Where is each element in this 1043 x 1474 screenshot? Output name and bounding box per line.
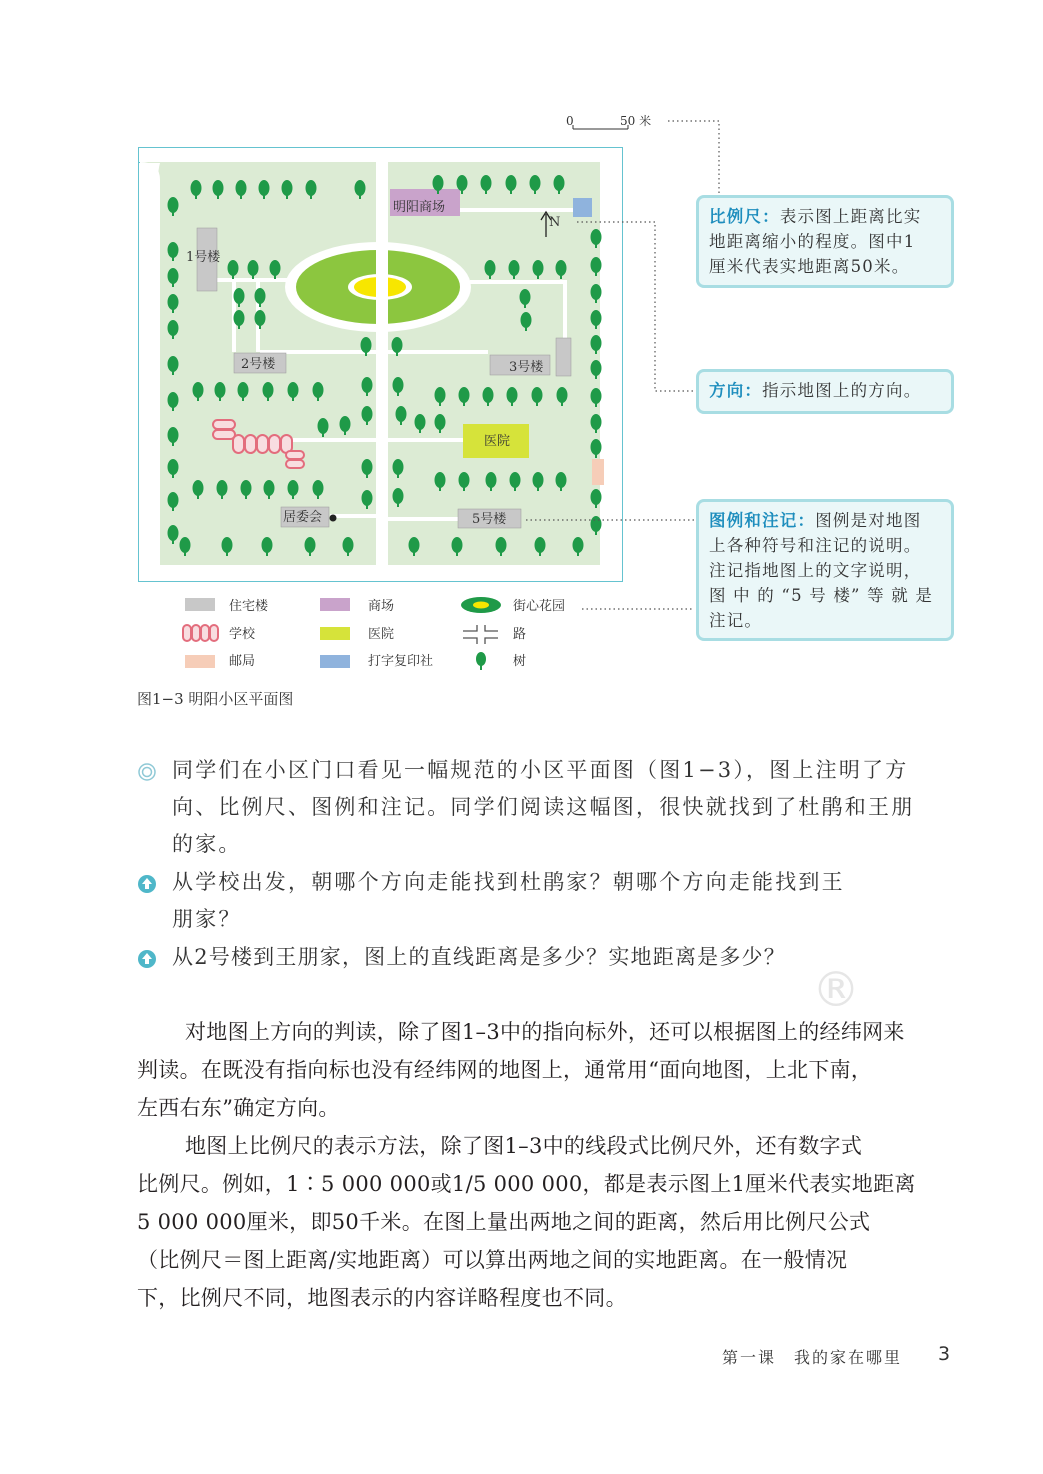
question-arrow-icon — [137, 949, 157, 969]
paragraph-2-line: 下，比例尺不同，地图表示的内容详略程度也不同。 — [137, 1286, 627, 1310]
scale-fifty: 50 米 — [620, 114, 652, 128]
scale-callout-title: 比例尺： — [709, 207, 780, 226]
committee-label: 居委会 — [283, 510, 323, 525]
intro-line: 向、比例尺、图例和注记。同学们阅读这幅图，很快就找到了杜鹃和王朋 — [172, 795, 915, 819]
paragraph-2-line: 比例尺。例如，1∶5 000 000或1/5 000 000，都是表示图上1厘米代表实地距离 — [137, 1172, 916, 1196]
street-garden — [285, 242, 471, 332]
legend-callout — [696, 499, 954, 641]
scale-zero: 0 — [566, 114, 574, 128]
scale-callout — [696, 195, 954, 288]
committee-dot — [330, 515, 337, 522]
paragraph-2-line: （比例尺＝图上距离/实地距离）可以算出两地之间的实地距离。在一般情况 — [137, 1248, 848, 1272]
mall-swatch — [320, 598, 350, 611]
school-swatch — [183, 625, 218, 641]
copy-shop-swatch — [320, 655, 350, 668]
legend-residential-label: 住宅楼 — [229, 599, 269, 614]
legend-mall-label: 商场 — [368, 599, 395, 614]
legend-tree-label: 树 — [513, 654, 527, 669]
question-1-line: 朋家？ — [172, 907, 242, 931]
scale-bar — [566, 113, 651, 129]
legend-garden-label: 街心花园 — [513, 599, 566, 614]
hospital-label: 医院 — [484, 434, 511, 449]
legend-road-label: 路 — [513, 627, 527, 642]
legend-callout-line: 上各种符号和注记的说明。 — [709, 536, 922, 555]
direction-callout — [696, 369, 954, 414]
residential-building-swatch — [185, 598, 215, 611]
figure-caption: 图1−3 明阳小区平面图 — [137, 690, 294, 708]
legend-callout-title: 图例和注记： — [709, 511, 816, 530]
paragraph-1-line: 对地图上方向的判读，除了图1–3中的指向标外，还可以根据图上的经纬网来 — [185, 1020, 905, 1044]
scale-callout-line: 表示图上距离比实 — [779, 207, 922, 226]
legend-callout-line: 图 中 的 “5 号 楼” 等 就 是 — [709, 586, 934, 605]
legend-callout-line: 注记。 — [709, 611, 763, 630]
building-5-label: 5号楼 — [472, 512, 507, 527]
registered-watermark: ® — [812, 962, 860, 1018]
paragraph-1-line: 左西右东”确定方向。 — [137, 1096, 340, 1120]
building-2-label: 2号楼 — [241, 357, 276, 372]
legend-copy-label: 打字复印社 — [368, 654, 434, 669]
paragraph-2-line: 地图上比例尺的表示方法，除了图1–3中的线段式比例尺外，还有数字式 — [185, 1134, 863, 1158]
legend-callout-line: 图例是对地图 — [815, 511, 922, 530]
page-number: 3 — [938, 1343, 951, 1365]
post-office — [592, 459, 604, 485]
copy-shop — [573, 198, 592, 217]
tree-icon — [476, 652, 486, 670]
scale-callout-line: 厘米代表实地距离50米。 — [709, 257, 910, 276]
post-office-swatch — [185, 655, 215, 668]
question-arrow-icon — [137, 874, 157, 894]
bullet-circle-icon — [137, 762, 157, 782]
question-2: 从2号楼到王朋家，图上的直线距离是多少？实地距离是多少？ — [172, 945, 786, 969]
legend-school-label: 学校 — [229, 627, 256, 642]
road-cross-icon — [463, 625, 498, 644]
intro-line: 同学们在小区门口看见一幅规范的小区平面图（图1−3），图上注明了方 — [172, 758, 909, 782]
direction-callout-text: 指示地图上的方向。 — [762, 381, 922, 400]
mall-label: 明阳商场 — [393, 200, 446, 215]
street-garden-swatch — [461, 597, 501, 613]
question-1-line: 从学校出发，朝哪个方向走能找到杜鹃家？朝哪个方向走能找到王 — [172, 870, 845, 894]
legend-callout-line: 注记指地图上的文字说明， — [709, 561, 922, 580]
building-1-label: 1号楼 — [186, 250, 221, 265]
scale-callout-line: 地距离缩小的程度。图中1 — [709, 232, 916, 251]
chapter-title: 第一课 我的家在哪里 — [722, 1348, 903, 1367]
legend-post-label: 邮局 — [229, 654, 256, 669]
building-3-label: 3号楼 — [509, 360, 544, 375]
direction-callout-title: 方向： — [709, 381, 763, 400]
north-label: N — [549, 215, 561, 230]
paragraph-2-line: 5 000 000厘米，即50千米。在图上量出两地之间的距离，然后用比例尺公式 — [137, 1210, 871, 1234]
paragraph-1-line: 判读。在既没有指向标也没有经纬网的地图上，通常用“面向地图，上北下南， — [137, 1058, 873, 1082]
legend-hospital-label: 医院 — [368, 627, 395, 642]
hospital-swatch — [320, 627, 350, 640]
intro-line: 的家。 — [172, 832, 242, 856]
